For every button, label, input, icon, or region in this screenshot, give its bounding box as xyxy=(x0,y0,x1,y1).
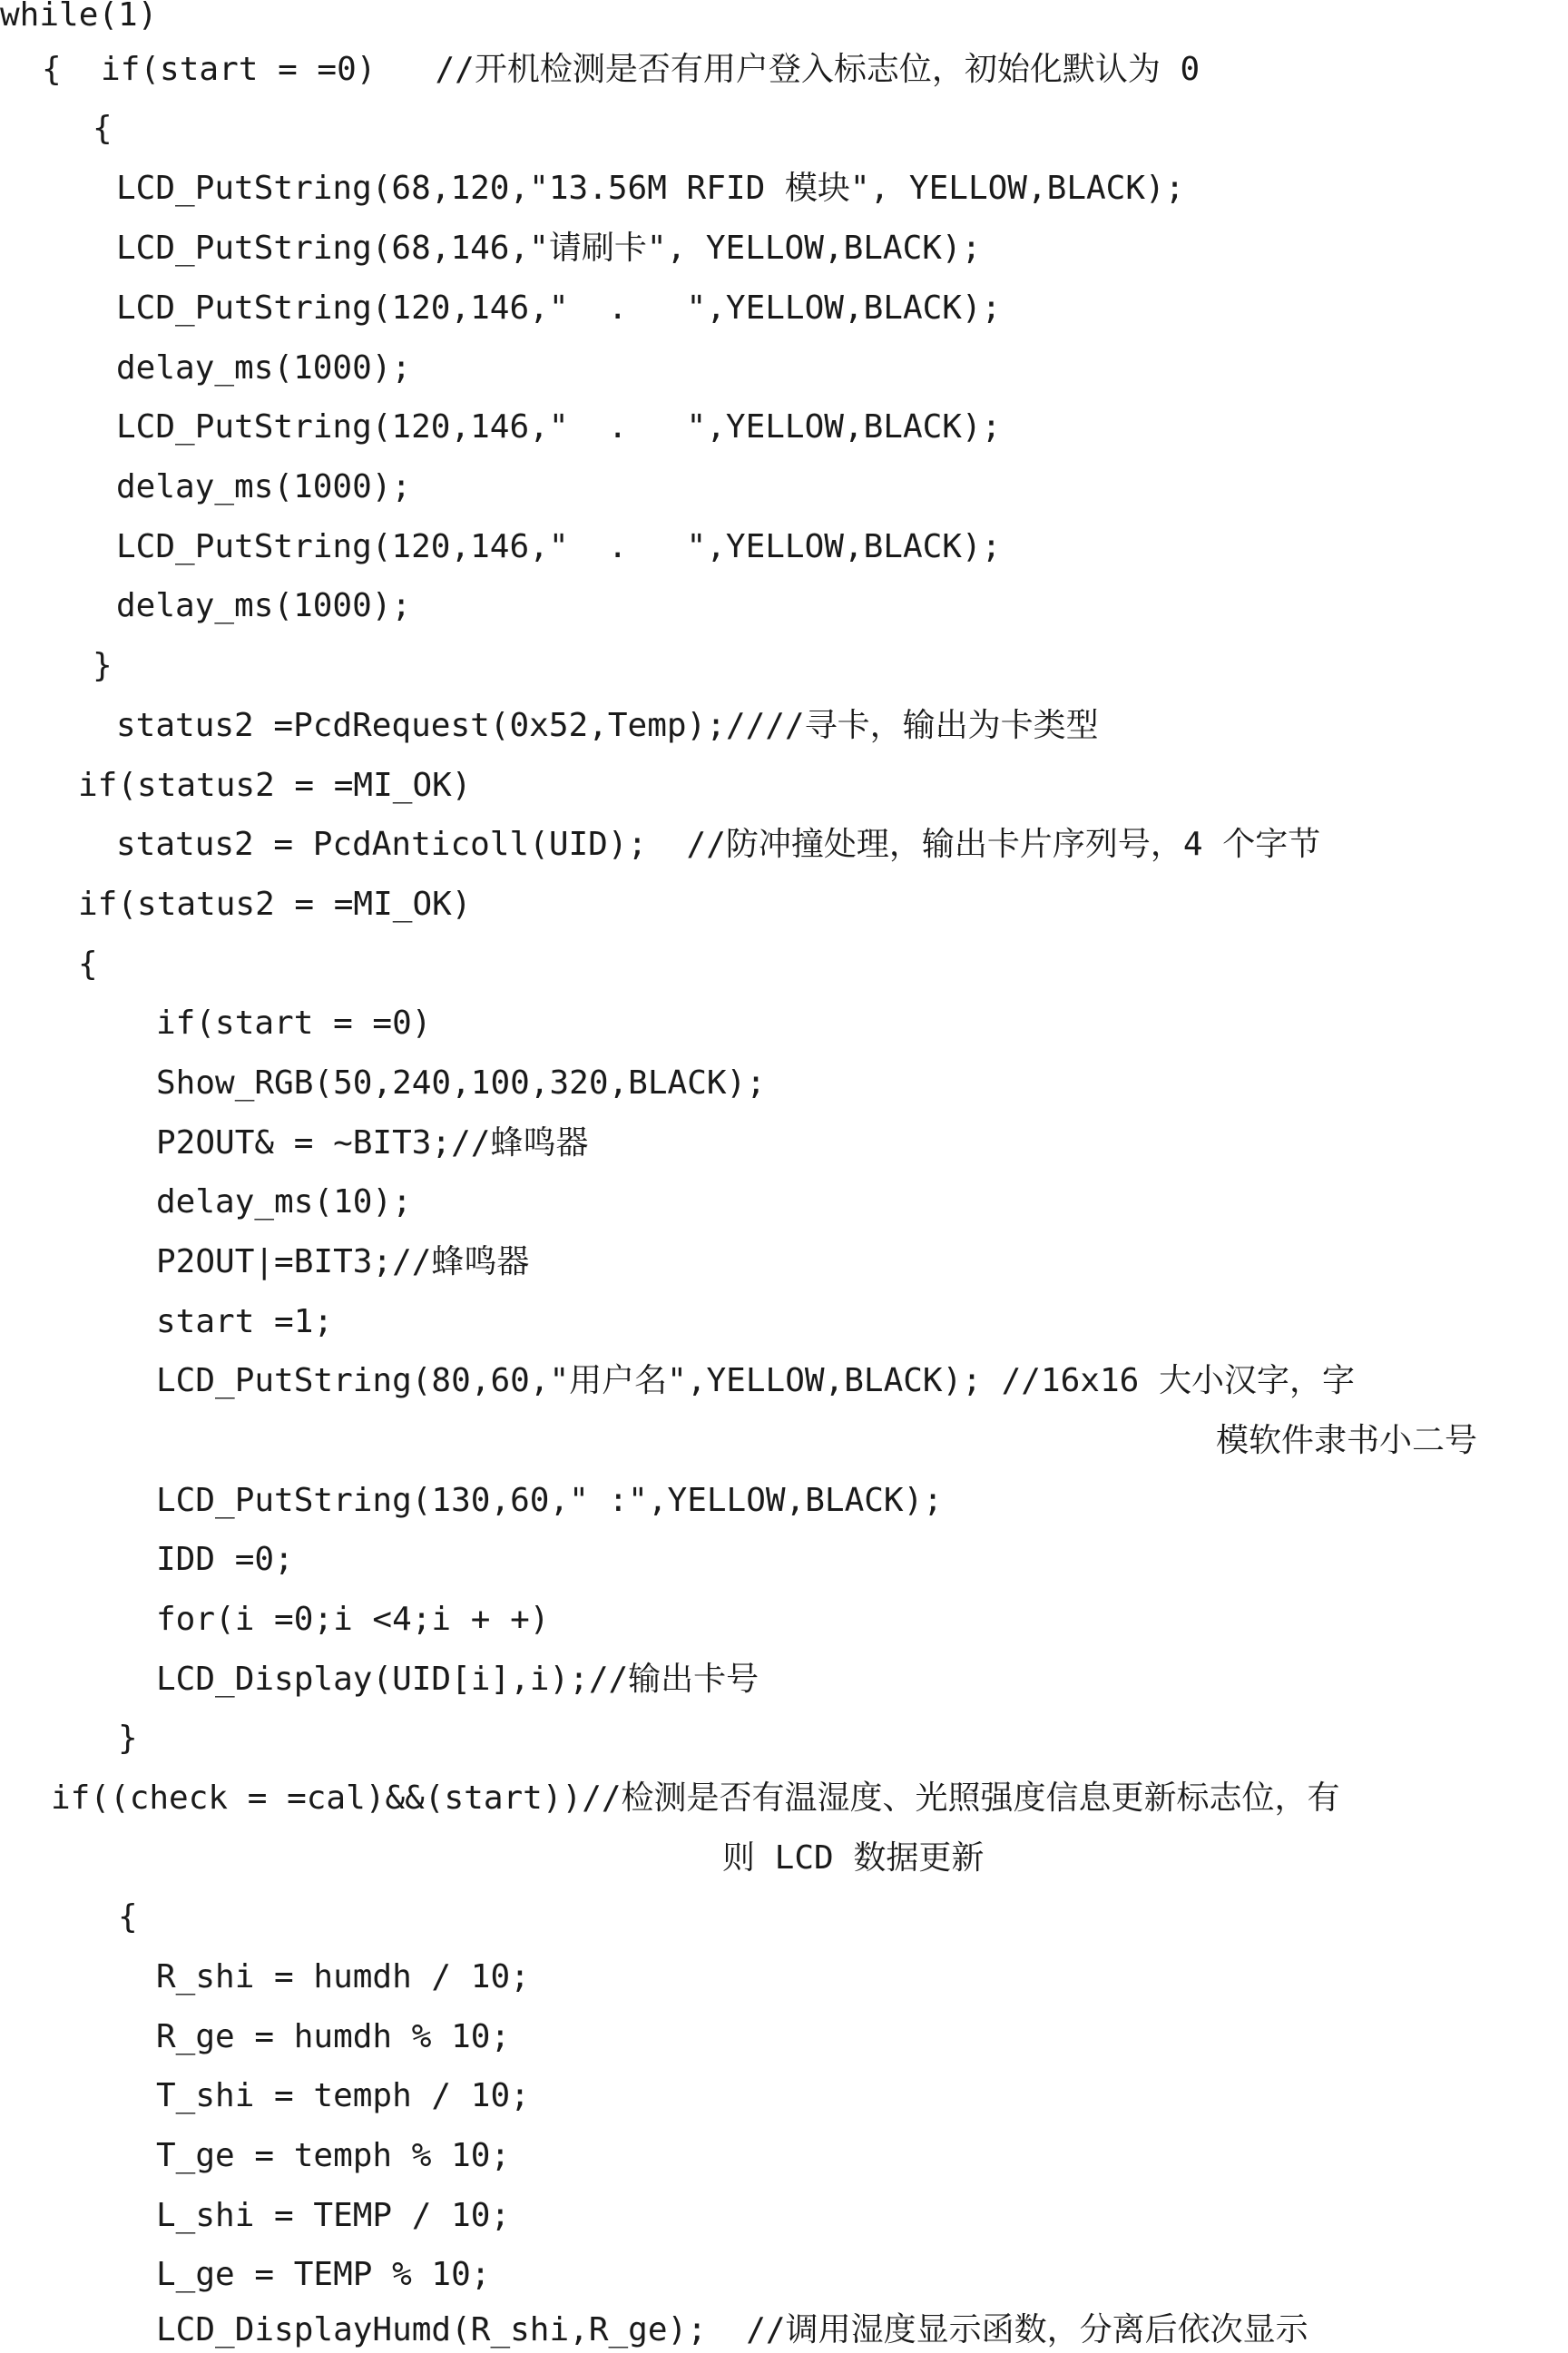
code-line: LCD_PutString(68,146,"请刷卡", YELLOW,BLACK); xyxy=(116,230,982,267)
code-line: L_ge = TEMP % 10; xyxy=(156,2256,491,2293)
code-line: if(start = =0) xyxy=(156,1005,432,1042)
code-line: P2OUT& = ~BIT3;//蜂鸣器 xyxy=(156,1124,589,1162)
code-line: delay_ms(1000); xyxy=(116,587,412,624)
code-line: while(1) xyxy=(0,0,158,34)
code-line: T_ge = temph % 10; xyxy=(156,2137,511,2174)
code-line: LCD_PutString(120,146," . ",YELLOW,BLACK); xyxy=(116,528,1002,565)
code-line: LCD_PutString(80,60,"用户名",YELLOW,BLACK); //16x16 大小汉字，字 xyxy=(156,1362,1355,1399)
code-line: status2 =PcdRequest(0x52,Temp);////寻卡，输出为卡类型 xyxy=(116,707,1099,744)
code-line: { xyxy=(118,1898,138,1936)
code-line: { if(start = =0) //开机检测是否有用户登入标志位，初始化默认为 0 xyxy=(42,51,1200,88)
code-line: } xyxy=(93,647,113,684)
code-line: } xyxy=(118,1720,138,1757)
code-line: delay_ms(10); xyxy=(156,1183,412,1221)
code-line: LCD_PutString(120,146," . ",YELLOW,BLACK); xyxy=(116,289,1002,327)
code-line: R_ge = humdh % 10; xyxy=(156,2018,511,2055)
code-line: status2 = PcdAnticoll(UID); //防冲撞处理，输出卡片序列号，4 个字节 xyxy=(116,826,1321,863)
code-line: LCD_DisplayHumd(R_shi,R_ge); //调用湿度显示函数，分离后依次显示 xyxy=(156,2311,1308,2348)
code-line: if(status2 = =MI_OK) xyxy=(78,886,472,923)
code-line: LCD_Display(UID[i],i);//输出卡号 xyxy=(156,1661,760,1698)
code-line: if((check = =cal)&&(start))//检测是否有温湿度、光照强度信息更新标志位，有 xyxy=(51,1779,1340,1817)
code-line: LCD_PutString(120,146," . ",YELLOW,BLACK); xyxy=(116,408,1002,446)
code-line: for(i =0;i <4;i + +) xyxy=(156,1601,550,1638)
code-line-continuation: 则 LCD 数据更新 xyxy=(722,1839,985,1877)
code-line: LCD_PutString(130,60," :",YELLOW,BLACK); xyxy=(156,1482,943,1519)
code-line: if(status2 = =MI_OK) xyxy=(78,767,472,804)
code-line: R_shi = humdh / 10; xyxy=(156,1958,530,1995)
code-line: Show_RGB(50,240,100,320,BLACK); xyxy=(156,1064,766,1102)
code-line: L_shi = TEMP / 10; xyxy=(156,2197,511,2234)
code-line-continuation: 模软件隶书小二号 xyxy=(1216,1422,1478,1459)
code-line: P2OUT|=BIT3;//蜂鸣器 xyxy=(156,1243,530,1280)
code-line: { xyxy=(78,946,98,983)
code-line: delay_ms(1000); xyxy=(116,468,412,505)
code-line: delay_ms(1000); xyxy=(116,349,412,387)
code-line: LCD_PutString(68,120,"13.56M RFID 模块", YELLOW,BLACK); xyxy=(116,170,1185,207)
code-line: { xyxy=(93,110,113,147)
code-line: T_shi = temph / 10; xyxy=(156,2077,530,2114)
code-line: IDD =0; xyxy=(156,1541,294,1578)
code-line: start =1; xyxy=(156,1303,334,1340)
